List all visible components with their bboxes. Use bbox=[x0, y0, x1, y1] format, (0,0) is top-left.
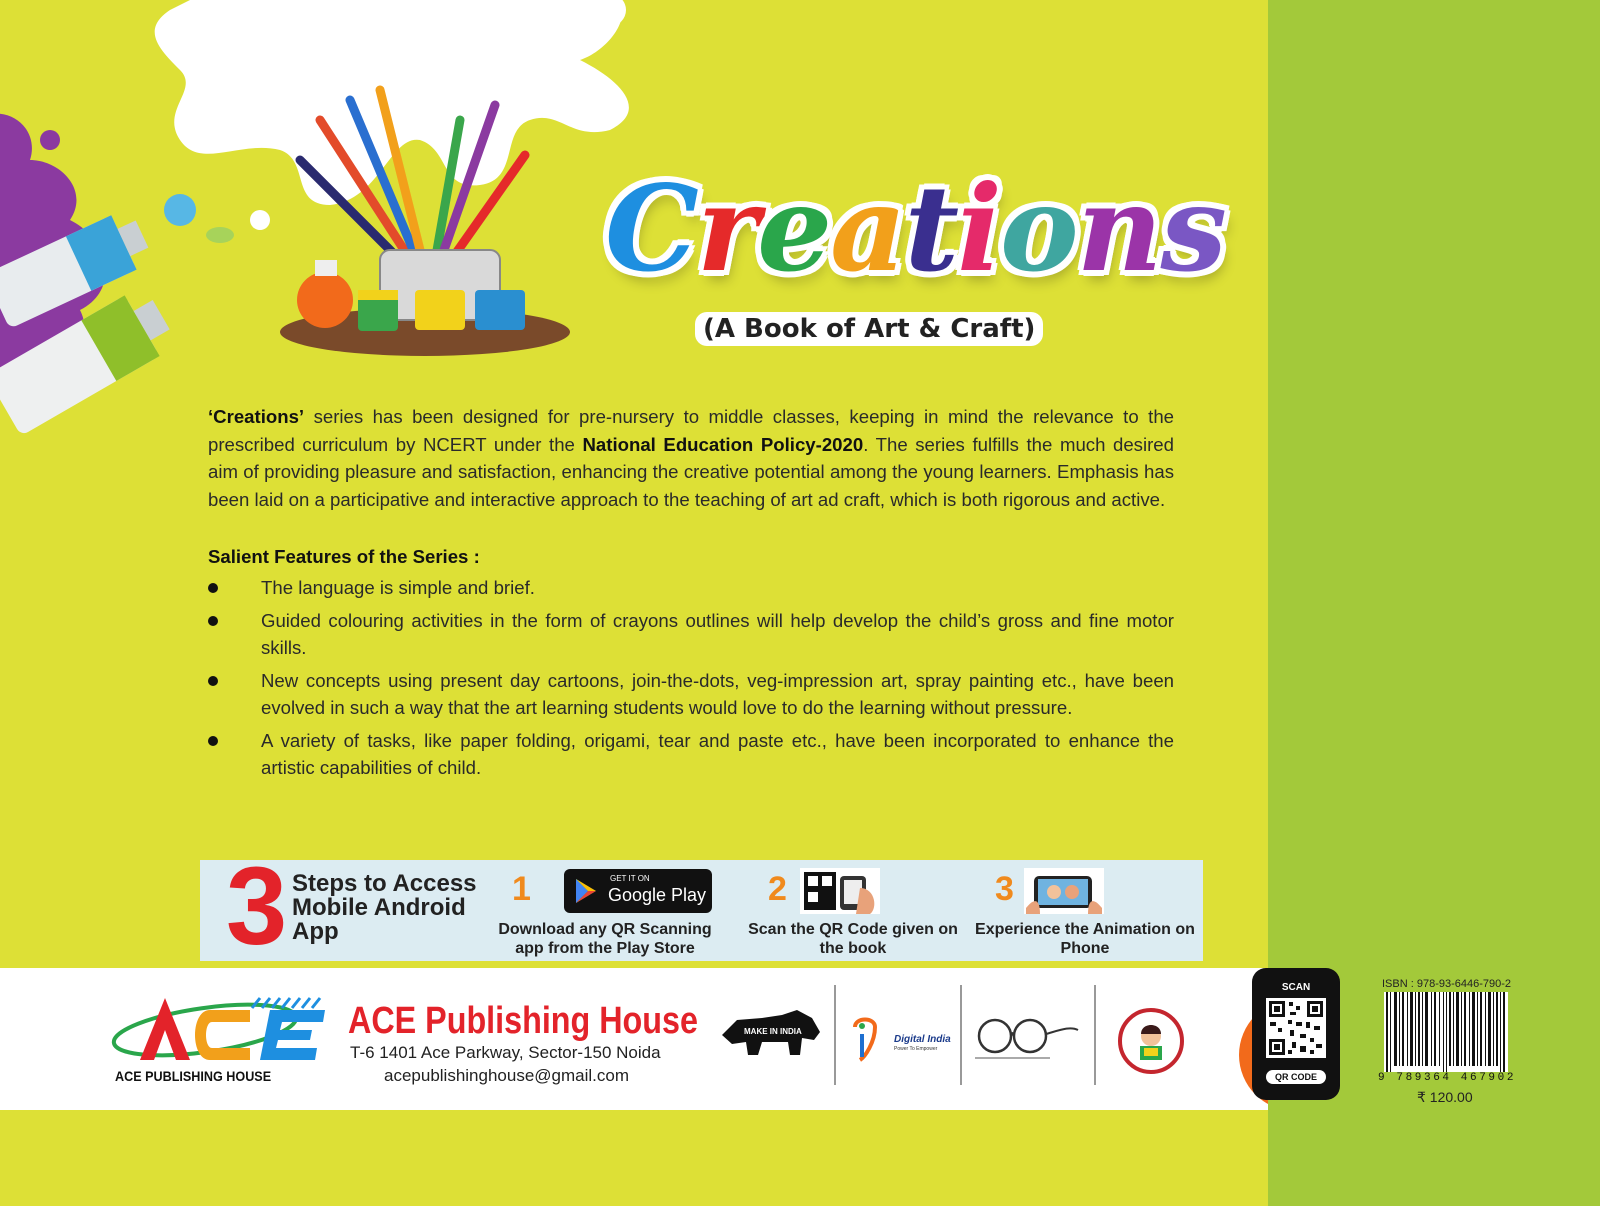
steps-count: 3 bbox=[226, 845, 288, 968]
phone-scan-icon bbox=[800, 868, 880, 914]
step-text: Scan the QR Code given on the book bbox=[748, 921, 958, 957]
title-letter: s bbox=[1160, 159, 1225, 298]
features-heading: Salient Features of the Series : bbox=[208, 546, 480, 567]
title-letter: o bbox=[999, 159, 1077, 298]
make-in-india-text: MAKE IN INDIA bbox=[744, 1027, 802, 1036]
google-play-text: Google Play bbox=[608, 885, 707, 905]
digital-india-tagline: Power To Empower bbox=[894, 1046, 938, 1052]
paint-tubes bbox=[0, 180, 250, 440]
publisher-address: T-6 1401 Ace Parkway, Sector-150 Noida bbox=[350, 1043, 661, 1062]
phone-animation-icon bbox=[1024, 868, 1104, 914]
title-letter: C bbox=[605, 159, 697, 298]
book-title-block bbox=[605, 150, 1225, 350]
ace-logo-subtitle: ACE PUBLISHING HOUSE bbox=[115, 1068, 272, 1084]
scan-label: SCAN bbox=[1281, 982, 1311, 993]
features-list bbox=[208, 574, 1174, 787]
qr-code[interactable] bbox=[1266, 998, 1326, 1058]
price: ₹ 120.00 bbox=[1417, 1089, 1473, 1105]
feature-item: A variety of tasks, like paper folding, origami, tear and paste etc., have been incorporated to enhance the artistic capabilities of child. bbox=[208, 727, 1174, 781]
brush-and-paint-pots-illustration bbox=[280, 80, 580, 370]
book-subtitle: (A Book of Art & Craft) bbox=[695, 312, 1043, 346]
divider bbox=[834, 985, 836, 1085]
publisher-name: ACE Publishing House bbox=[348, 1000, 698, 1042]
step-3 bbox=[970, 860, 1200, 961]
feature-item: Guided colouring activities in the form of crayons outlines will help develop the child’s gross and fine motor skills. bbox=[208, 607, 1174, 661]
steps-title: Steps to Access Mobile Android App bbox=[292, 870, 477, 945]
divider bbox=[1094, 985, 1096, 1085]
barcode-digits: 9 789364 467902 bbox=[1378, 1072, 1517, 1084]
series-name: ‘Creations’ bbox=[208, 406, 305, 427]
ace-logo bbox=[110, 990, 330, 1070]
title-letter: a bbox=[830, 159, 905, 298]
step-number: 3 bbox=[995, 870, 1014, 908]
step-1 bbox=[490, 860, 720, 961]
swachh-bharat-logo bbox=[970, 1010, 1080, 1065]
title-letter: e bbox=[757, 159, 831, 298]
description-part-2: . The series fulfills the much desired aim of providing pleasure and satisfaction, enhancing the creative potential among the young learners. Emphasis has been laid on a participative and interactive approach to the teaching of art ad craft, which is both rigorous and active. bbox=[208, 433, 1174, 510]
step-number: 2 bbox=[768, 870, 787, 908]
digital-india-text: Digital India bbox=[894, 1034, 951, 1045]
publisher-email[interactable]: acepublishinghouse@gmail.com bbox=[384, 1066, 630, 1085]
step-number: 1 bbox=[512, 870, 531, 908]
qr-phone[interactable] bbox=[1252, 968, 1340, 1100]
qr-code-label: QR CODE bbox=[1266, 1070, 1326, 1084]
google-play-badge[interactable] bbox=[564, 869, 712, 913]
title-letter: r bbox=[696, 159, 758, 298]
google-play-small-text: GET IT ON bbox=[610, 874, 650, 883]
isbn-number: ISBN : 978-93-6446-790-2 bbox=[1382, 978, 1512, 990]
title-letter: t bbox=[904, 159, 958, 298]
book-title bbox=[605, 159, 1225, 298]
title-letter: i bbox=[957, 159, 1000, 298]
series-description bbox=[208, 403, 1174, 513]
title-letter: n bbox=[1076, 159, 1161, 298]
step-text: Download any QR Scanning app from the Play Store bbox=[498, 921, 712, 957]
step-text: Experience the Animation on Phone bbox=[975, 921, 1195, 957]
policy-name: National Education Policy-2020 bbox=[582, 433, 864, 455]
beti-bachao-logo bbox=[1118, 1008, 1184, 1074]
step-2 bbox=[738, 860, 968, 961]
make-in-india-logo bbox=[722, 1010, 822, 1060]
feature-item: New concepts using present day cartoons, join-the-dots, veg-impression art, spray painting etc., have been evolved in such a way that the art learning students would love to do the learning without pressure. bbox=[208, 667, 1174, 721]
feature-item: The language is simple and brief. bbox=[208, 574, 1174, 601]
description-part-1: series has been designed for pre-nursery to middle classes, keeping in mind the relevance to the prescribed curriculum by NCERT under the bbox=[208, 406, 1174, 455]
app-steps-banner bbox=[200, 845, 1203, 968]
isbn-barcode bbox=[1384, 992, 1508, 1072]
divider bbox=[960, 985, 962, 1085]
google-play-icon bbox=[574, 878, 600, 904]
digital-india-logo bbox=[850, 1012, 960, 1062]
